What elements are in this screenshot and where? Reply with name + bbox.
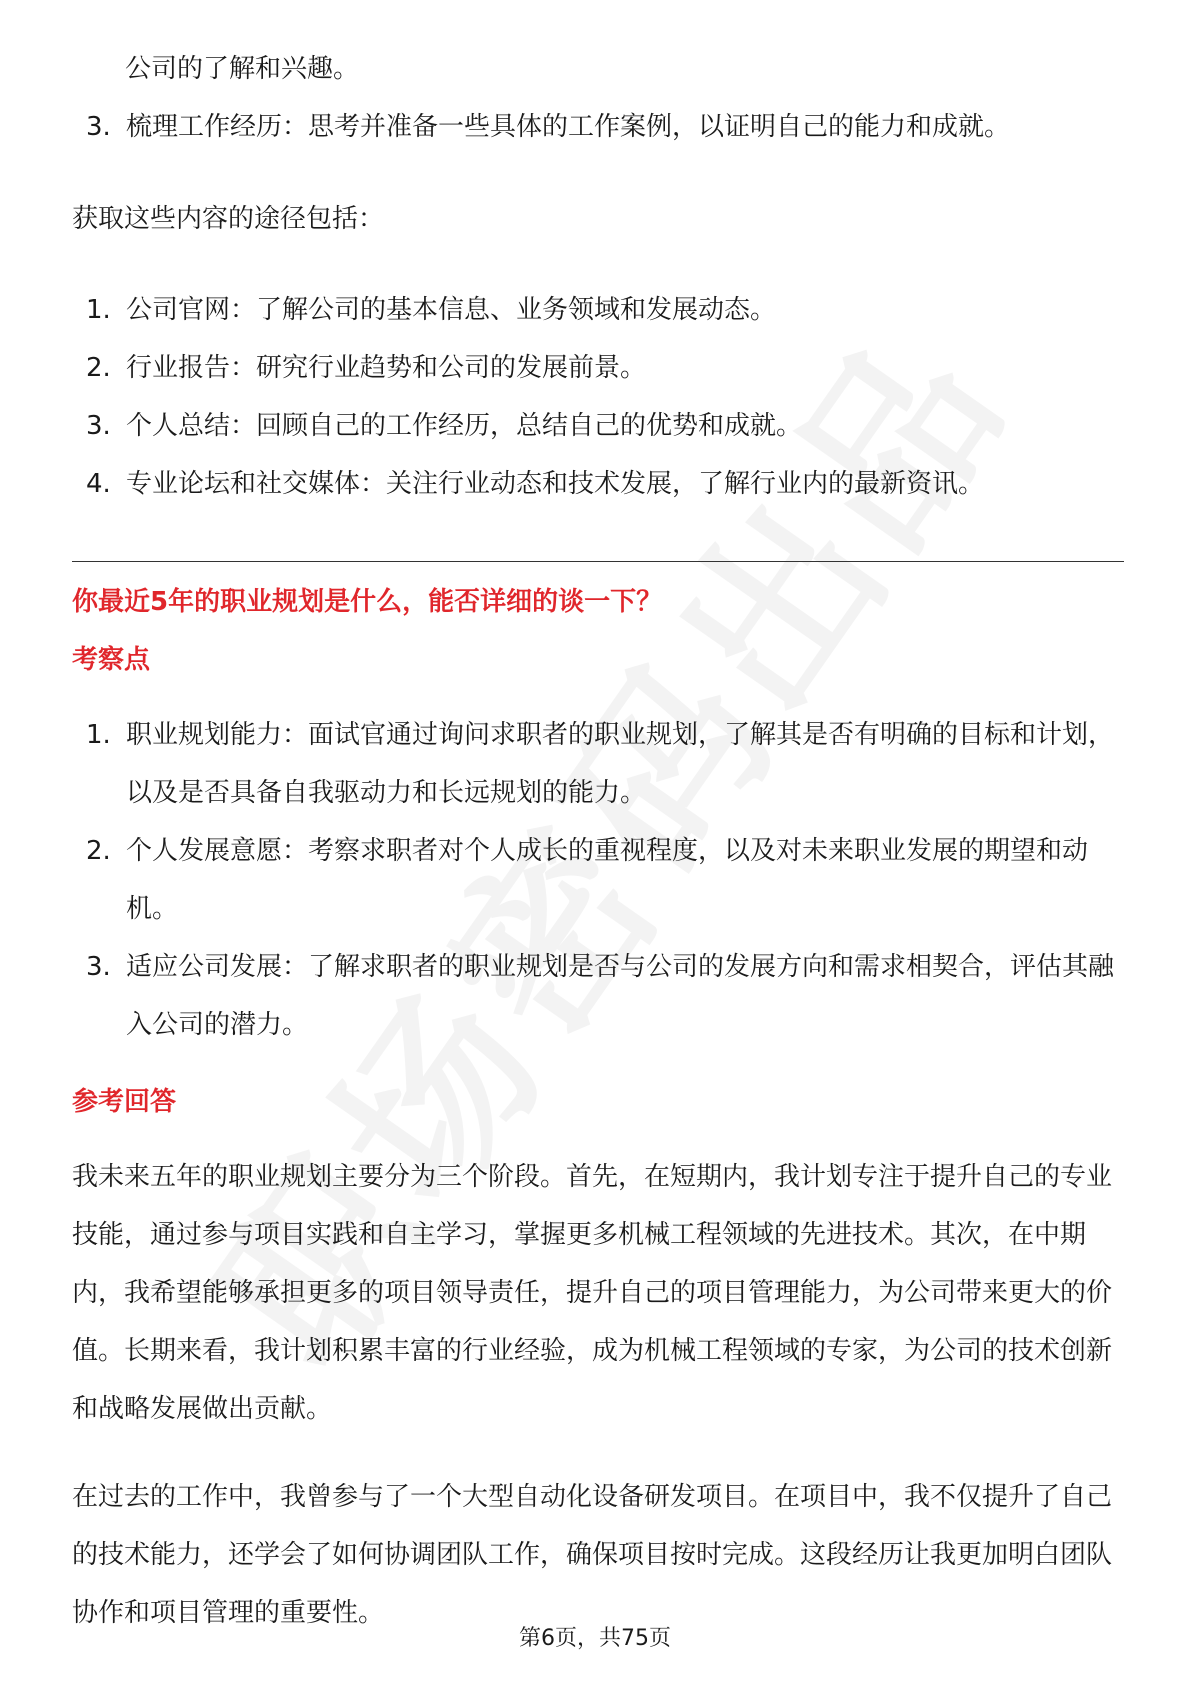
list-item xyxy=(72,281,1122,339)
list-item xyxy=(72,822,1122,938)
list-text: 专业论坛和社交媒体：关注行业动态和技术发展，了解行业内的最新资讯。 xyxy=(126,469,985,499)
list-item xyxy=(72,397,1122,455)
points-list xyxy=(72,706,1122,1054)
list-text: 职业规划能力：面试官通过询问求职者的职业规划，了解其是否有明确的目标和计划，以及是否具备自我驱动力和长远规划的能力。 xyxy=(126,720,1115,808)
answer-heading: 参考回答 xyxy=(72,1087,177,1117)
points-heading: 考察点 xyxy=(72,645,151,675)
list-item xyxy=(72,455,1122,513)
continued-text: 公司的了解和兴趣。 xyxy=(125,54,360,84)
list-text: 适应公司发展：了解求职者的职业规划是否与公司的发展方向和需求相契合，评估其融入公司的潜力。 xyxy=(126,952,1115,1040)
section-divider xyxy=(72,561,1124,562)
list-number: 3. xyxy=(86,112,111,142)
list-item xyxy=(72,339,1122,397)
list-text: 梳理工作经历：思考并准备一些具体的工作案例，以证明自己的能力和成就。 xyxy=(126,112,1011,142)
list-number: 4. xyxy=(86,469,111,499)
question-heading: 你最近5年的职业规划是什么，能否详细的谈一下？ xyxy=(72,587,663,617)
list-number: 1. xyxy=(86,720,111,750)
answer-paragraph: 在过去的工作中，我曾参与了一个大型自动化设备研发项目。在项目中，我不仅提升了自己的技术能力，还学会了如何协调团队工作，确保项目按时完成。这段经历让我更加明白团队协作和项目管理的重要性。 xyxy=(72,1482,1113,1628)
page-number: 第6页，共75页 xyxy=(519,1626,671,1651)
list-number: 2. xyxy=(86,353,111,383)
prev-list xyxy=(72,98,1122,156)
list-text: 公司官网：了解公司的基本信息、业务领域和发展动态。 xyxy=(126,295,777,325)
list-text: 个人发展意愿：考察求职者对个人成长的重视程度，以及对未来职业发展的期望和动机。 xyxy=(126,836,1089,924)
answer-paragraph: 我未来五年的职业规划主要分为三个阶段。首先，在短期内，我计划专注于提升自己的专业技能，通过参与项目实践和自主学习，掌握更多机械工程领域的先进技术。其次，在中期内，我希望能够承担更多的项目领导责任，提升自己的项目管理能力，为公司带来更大的价值。长期来看，我计划积累丰富的行业经验，成为机械工程领域的专家，为公司的技术创新和战略发展做出贡献。 xyxy=(72,1162,1113,1424)
ways-intro: 获取这些内容的途径包括： xyxy=(72,204,385,234)
ways-list xyxy=(72,281,1122,513)
list-number: 3. xyxy=(86,411,111,441)
list-number: 3. xyxy=(86,952,111,982)
list-text: 行业报告：研究行业趋势和公司的发展前景。 xyxy=(126,353,647,383)
list-text: 个人总结：回顾自己的工作经历，总结自己的优势和成就。 xyxy=(126,411,803,441)
list-item xyxy=(72,706,1122,822)
list-item xyxy=(72,938,1122,1054)
list-item xyxy=(72,98,1122,156)
list-number: 1. xyxy=(86,295,111,325)
list-number: 2. xyxy=(86,836,111,866)
